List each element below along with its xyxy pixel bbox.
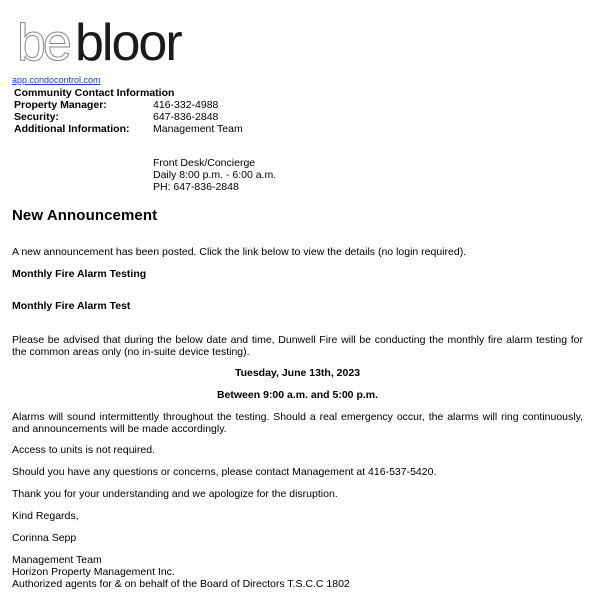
announcement-time: Between 9:00 a.m. and 5:00 p.m. [216, 389, 379, 401]
signature-line: Management Team [12, 554, 102, 566]
signature-block [12, 554, 583, 590]
announcement-link-title[interactable]: Monthly Fire Alarm Testing [12, 268, 147, 280]
contact-value: Management Team [153, 123, 243, 135]
announcement-closing: Kind Regards, [12, 510, 79, 522]
contact-label: Security: [14, 111, 59, 123]
announcement-intro: A new announcement has been posted. Click the link below to view the details (no login required). [12, 246, 467, 258]
announcement-thanks: Thank you for your understanding and we apologize for the disruption. [12, 488, 338, 500]
logo-text-light: be [17, 14, 69, 72]
front-desk-line: Front Desk/Concierge [153, 157, 256, 169]
announcement-questions: Should you have any questions or concerns, please contact Management at 416-537-5420. [12, 466, 437, 478]
front-desk-info [153, 157, 276, 193]
contact-row [14, 123, 243, 135]
contact-info [12, 87, 243, 135]
announcement-heading: New Announcement [12, 207, 158, 224]
announcement-subject: Monthly Fire Alarm Test [12, 300, 131, 312]
contact-label: Property Manager: [14, 99, 107, 111]
contact-label: Additional Information: [14, 123, 130, 135]
bebloor-logo [17, 10, 237, 74]
announcement-access: Access to units is not required. [12, 444, 155, 456]
announcement-body-1: Please be advised that during the below date and time, Dunwell Fire will be conducting the monthly fire alarm testing for the common areas only (no in-suite device testing). [12, 334, 583, 358]
announcement-body-2: Alarms will sound intermittently throughout the testing. Should a real emergency occur, the alarms will ring continuously, and announcements will be made accordingly. [12, 411, 583, 435]
contact-title: Community Contact Information [14, 87, 175, 99]
contact-value: 647-836-2848 [153, 111, 219, 123]
contact-row [14, 111, 243, 123]
contact-row [14, 99, 243, 111]
announcement-date: Tuesday, June 13th, 2023 [234, 367, 361, 379]
site-link[interactable]: app.condocontrol.com [12, 75, 101, 85]
signature-line: Horizon Property Management Inc. [12, 566, 175, 578]
logo-text-dark: bloor [75, 14, 181, 72]
contact-value: 416-332-4988 [153, 99, 219, 111]
front-desk-line: Daily 8:00 p.m. - 6:00 a.m. [153, 169, 277, 181]
signature-line: Authorized agents for & on behalf of the Board of Directors T.S.C.C 1802 [12, 578, 350, 590]
announcement-name: Corinna Sepp [12, 532, 77, 544]
front-desk-line: PH: 647-836-2848 [153, 181, 239, 193]
